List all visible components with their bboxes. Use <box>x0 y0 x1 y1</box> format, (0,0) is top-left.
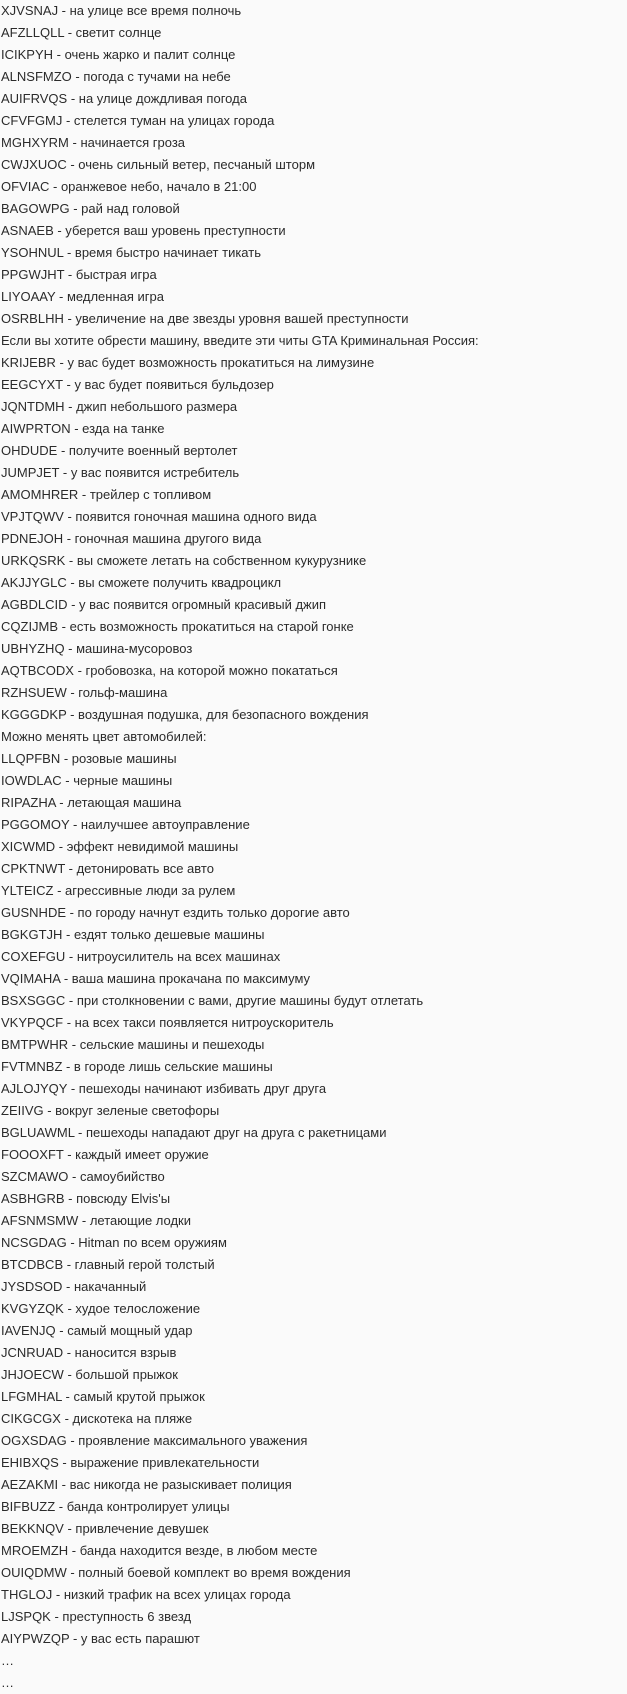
text-line: FOOOXFT - каждый имеет оружие <box>1 1147 209 1162</box>
text-line: IAVENJQ - самый мощный удар <box>1 1323 193 1338</box>
text-line: VPJTQWV - появится гоночная машина одного вида <box>1 509 317 524</box>
text-line: BIFBUZZ - банда контролирует улицы <box>1 1499 230 1514</box>
text-line: EHIBXQS - выражение привлекательности <box>1 1455 260 1470</box>
text-line: BGLUAWML - пешеходы нападают друг на друга с ракетницами <box>1 1125 387 1140</box>
text-line: … <box>1 1653 14 1668</box>
text-line: MROEMZH - банда находится везде, в любом месте <box>1 1543 318 1558</box>
text-line: AEZAKMI - вас никогда не разыскивает полиция <box>1 1477 292 1492</box>
text-line: LFGMHAL - самый крутой прыжок <box>1 1389 205 1404</box>
text-line: BTCDBCB - главный герой толстый <box>1 1257 215 1272</box>
text-line: KRIJEBR - у вас будет возможность прокатиться на лимузине <box>1 355 375 370</box>
text-line: BGKGTJH - ездят только дешевые машины <box>1 927 265 942</box>
text-line: CWJXUOC - очень сильный ветер, песчаный шторм <box>1 157 316 172</box>
text-line: ASNAEB - уберется ваш уровень преступности <box>1 223 286 238</box>
text-line: ASBHGRB - повсюду Elvis'ы <box>1 1191 171 1206</box>
text-line: JCNRUAD - наносится взрыв <box>1 1345 177 1360</box>
text-line: AFSNMSMW - летающие лодки <box>1 1213 192 1228</box>
text-line: AGBDLCID - у вас появится огромный красивый джип <box>1 597 327 612</box>
text-line: LJSPQK - преступность 6 звезд <box>1 1609 192 1624</box>
text-line: BMTPWHR - сельские машины и пешеходы <box>1 1037 265 1052</box>
text-line: CIKGCGX - дискотека на пляже <box>1 1411 193 1426</box>
text-line: OSRBLHH - увеличение на две звезды уровня вашей преступности <box>1 311 409 326</box>
text-line: JQNTDMH - джип небольшого размера <box>1 399 238 414</box>
text-line: THGLOJ - низкий трафик на всех улицах города <box>1 1587 291 1602</box>
text-line: JUMPJET - у вас появится истребитель <box>1 465 240 480</box>
text-line: NCSGDAG - Hitman по всем оружиям <box>1 1235 227 1250</box>
text-line: ALNSFMZO - погода с тучами на небе <box>1 69 231 84</box>
text-line: OHDUDE - получите военный вертолет <box>1 443 238 458</box>
text-line: AFZLLQLL - светит солнце <box>1 25 162 40</box>
text-line: XICWMD - эффект невидимой машины <box>1 839 239 854</box>
text-line: KGGGDKP - воздушная подушка, для безопасного вождения <box>1 707 369 722</box>
text-line: AUIFRVQS - на улице дождливая погода <box>1 91 247 106</box>
text-line: VKYPQCF - на всех такси появляется нитроускоритель <box>1 1015 334 1030</box>
text-line: AQTBCODX - гробовозка, на которой можно покататься <box>1 663 338 678</box>
text-line: CFVFGMJ - стелется туман на улицах города <box>1 113 275 128</box>
text-line: OUIQDMW - полный боевой комплект во время вождения <box>1 1565 351 1580</box>
text-line: ZEIIVG - вокруг зеленые светофоры <box>1 1103 220 1118</box>
text-line: PPGWJHT - быстрая игра <box>1 267 157 282</box>
text-line: JYSDSOD - накачанный <box>1 1279 147 1294</box>
text-line: AKJJYGLC - вы сможете получить квадроцикл <box>1 575 282 590</box>
text-line: BEKKNQV - привлечение девушек <box>1 1521 209 1536</box>
text-line: Можно менять цвет автомобилей: <box>1 729 207 744</box>
text-line: BAGOWPG - рай над головой <box>1 201 180 216</box>
text-line: BSXSGGC - при столкновении с вами, другие машины будут отлетать <box>1 993 424 1008</box>
text-line: EEGCYXT - у вас будет появиться бульдозер <box>1 377 274 392</box>
text-line: XJVSNAJ - на улице все время полночь <box>1 3 242 18</box>
text-line: GUSNHDE - по городу начнут ездить только дорогие авто <box>1 905 350 920</box>
text-line: VQIMAHA - ваша машина прокачана по максимуму <box>1 971 311 986</box>
text-line: AIWPRTON - езда на танке <box>1 421 165 436</box>
text-line: SZCMAWO - самоубийство <box>1 1169 165 1184</box>
text-line: Если вы хотите обрести машину, введите эти читы GTA Криминальная Россия: <box>1 333 479 348</box>
text-line: RIPAZHA - летающая машина <box>1 795 182 810</box>
text-line: ICIKPYH - очень жарко и палит солнце <box>1 47 236 62</box>
text-line: KVGYZQK - худое телосложение <box>1 1301 201 1316</box>
text-line: PGGOMOY - наилучшее автоуправление <box>1 817 250 832</box>
text-line: AMOMHRER - трейлер с топливом <box>1 487 212 502</box>
text-line: YSOHNUL - время быстро начинает тикать <box>1 245 261 260</box>
text-line: CQZIJMB - есть возможность прокатиться на старой гонке <box>1 619 354 634</box>
text-line: OFVIAC - оранжевое небо, начало в 21:00 <box>1 179 257 194</box>
text-line: JHJOECW - большой прыжок <box>1 1367 178 1382</box>
text-line: UBHYZHQ - машина-мусоровоз <box>1 641 193 656</box>
text-line: CPKTNWT - детонировать все авто <box>1 861 214 876</box>
text-line: MGHXYRM - начинается гроза <box>1 135 186 150</box>
text-line: … <box>1 1675 14 1690</box>
text-line: OGXSDAG - проявление максимального уважения <box>1 1433 308 1448</box>
text-line: LIYOAAY - медленная игра <box>1 289 164 304</box>
text-line: AIYPWZQP - у вас есть парашют <box>1 1631 200 1646</box>
text-line: YLTEICZ - агрессивные люди за рулем <box>1 883 236 898</box>
text-line: URKQSRK - вы сможете летать на собственном кукурузнике <box>1 553 367 568</box>
text-line: LLQPFBN - розовые машины <box>1 751 177 766</box>
text-line: PDNEJOH - гоночная машина другого вида <box>1 531 262 546</box>
text-line: AJLOJYQY - пешеходы начинают избивать друг друга <box>1 1081 327 1096</box>
text-line: RZHSUEW - гольф-машина <box>1 685 168 700</box>
text-line: IOWDLAC - черные машины <box>1 773 173 788</box>
text-line: FVTMNBZ - в городе лишь сельские машины <box>1 1059 273 1074</box>
text-line: COXEFGU - нитроусилитель на всех машинах <box>1 949 281 964</box>
